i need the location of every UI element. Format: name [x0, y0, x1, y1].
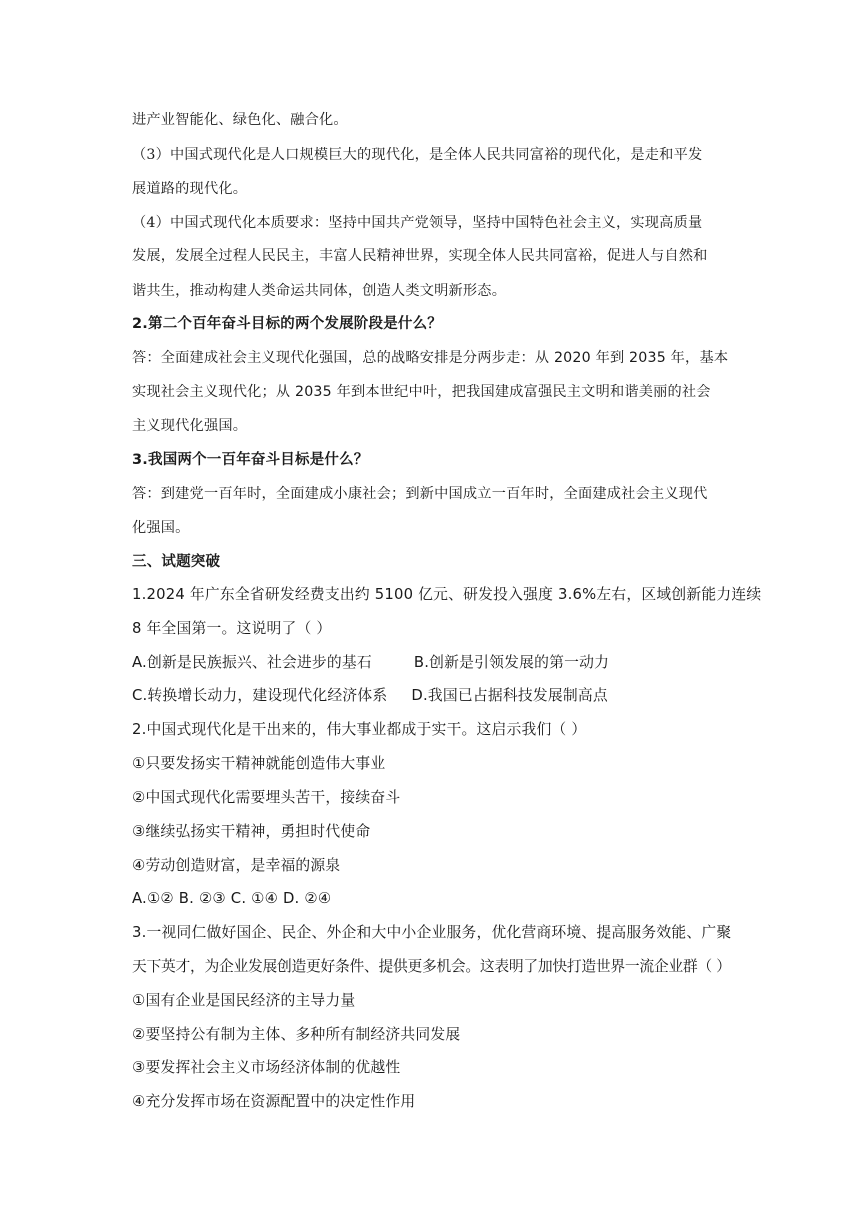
- option-a: A.创新是民族振兴、社会进步的基石: [132, 654, 372, 671]
- answer-line: 答：全面建成社会主义现代化强国，总的战略安排是分两步走：从 2020 年到 2035 年，基本: [132, 350, 729, 366]
- text-line: 展道路的现代化。: [132, 181, 248, 197]
- exercise-stem: 8 年全国第一。这说明了（ ）: [132, 620, 332, 637]
- answer-line: 答：到建党一百年时，全面建成小康社会；到新中国成立一百年时，全面建成社会主义现代: [132, 486, 708, 502]
- section-title: 三、试题突破: [132, 554, 221, 570]
- answer-line: 主义现代化强国。: [132, 418, 248, 434]
- exercise-options-row: [132, 653, 732, 673]
- question-heading: 3.我国两个一百年奋斗目标是什么？: [132, 452, 369, 468]
- text-line: 发展，发展全过程人民民主，丰富人民精神世界，实现全体人民共同富裕，促进人与自然和: [132, 248, 708, 264]
- exercise-options-row: [132, 686, 732, 706]
- option-d: D.我国已占据科技发展制高点: [411, 687, 608, 704]
- exercise-options-row: A.①② B. ②③ C. ①④ D. ②④: [132, 890, 332, 907]
- question-heading: 2.第二个百年奋斗目标的两个发展阶段是什么？: [132, 316, 442, 332]
- text-line: 谐共生，推动构建人类命运共同体，创造人类文明新形态。: [132, 283, 507, 299]
- exercise-stem: 2.中国式现代化是干出来的，伟大事业都成于实干。这启示我们（ ）: [132, 721, 587, 738]
- exercise-item: ①只要发扬实干精神就能创造伟大事业: [132, 755, 386, 772]
- text-line: （3）中国式现代化是人口规模巨大的现代化，是全体人民共同富裕的现代化，是走和平发: [132, 147, 703, 163]
- exercise-stem: 天下英才，为企业发展创造更好条件、提供更多机会。这表明了加快打造世界一流企业群（ ）: [132, 958, 731, 975]
- exercise-item: ②要坚持公有制为主体、多种所有制经济共同发展: [132, 1026, 461, 1043]
- answer-line: 实现社会主义现代化；从 2035 年到本世纪中叶，把我国建成富强民主文明和谐美丽的社会: [132, 384, 711, 400]
- option-b: B.创新是引领发展的第一动力: [413, 654, 610, 671]
- option-c: C.转换增长动力，建设现代化经济体系: [132, 687, 388, 704]
- exercise-item: ④充分发挥市场在资源配置中的决定性作用: [132, 1093, 416, 1110]
- text-line: 进产业智能化、绿色化、融合化。: [132, 112, 348, 128]
- answer-line: 化强国。: [132, 520, 190, 536]
- exercise-item: ②中国式现代化需要埋头苦干，接续奋斗: [132, 789, 401, 806]
- exercise-item: ④劳动创造财富，是幸福的源泉: [132, 857, 341, 874]
- exercise-stem: 1.2024 年广东全省研发经费支出约 5100 亿元、研发投入强度 3.6%左右，区域创新能力连续: [132, 586, 762, 603]
- text-line: （4）中国式现代化本质要求：坚持中国共产党领导，坚持中国特色社会主义，实现高质量: [132, 215, 703, 231]
- exercise-item: ③要发挥社会主义市场经济体制的优越性: [132, 1059, 401, 1076]
- exercise-item: ①国有企业是国民经济的主导力量: [132, 992, 356, 1009]
- exercise-item: ③继续弘扬实干精神，勇担时代使命: [132, 823, 371, 840]
- exercise-stem: 3.一视同仁做好国企、民企、外企和大中小企业服务，优化营商环境、提高服务效能、广聚: [132, 924, 732, 941]
